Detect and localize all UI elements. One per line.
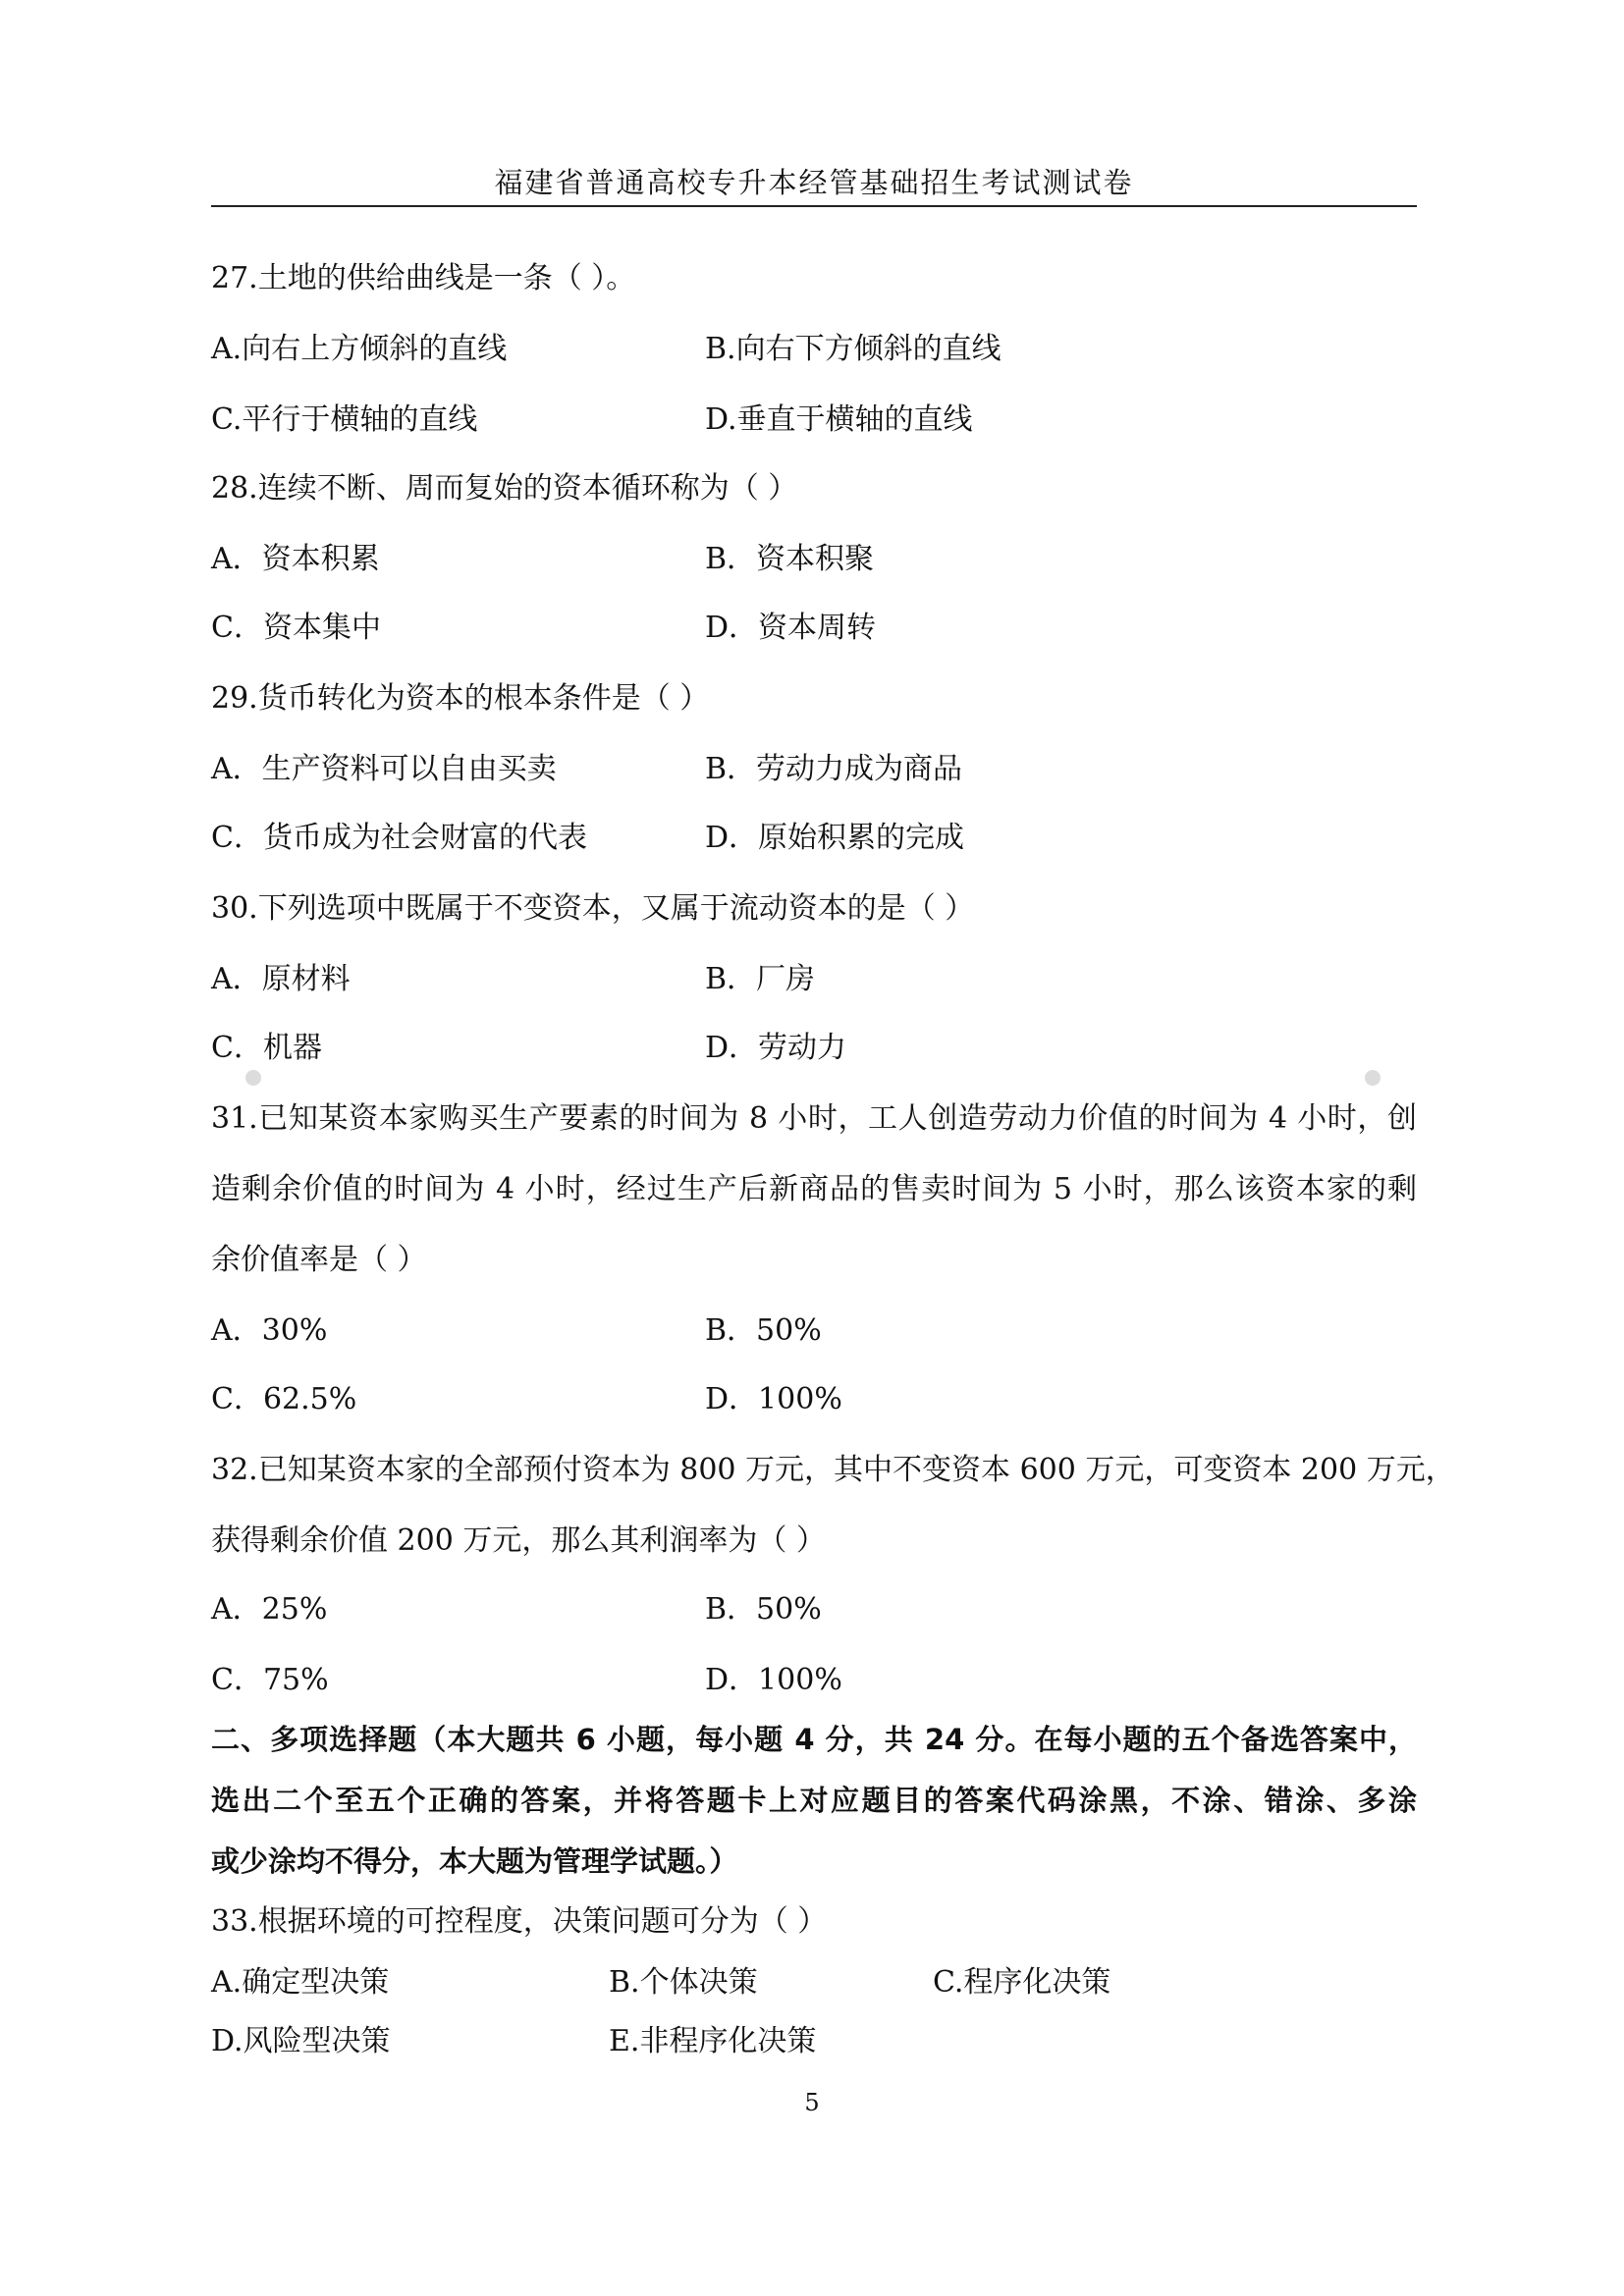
question-27-stem: 27.土地的供给曲线是一条（ ）。 [211, 261, 636, 295]
page-number: 5 [804, 2089, 820, 2116]
question-29-option-a: A．生产资料可以自由买卖 [211, 752, 557, 786]
question-30-option-c: C．机器 [211, 1031, 322, 1065]
question-28-option-d: D．资本周转 [705, 611, 877, 645]
question-28-option-c: C．资本集中 [211, 611, 381, 645]
scan-dot-right [1365, 1070, 1380, 1086]
section-2-heading-line-1: 二、多项选择题（本大题共 6 小题，每小题 4 分，共 24 分。在每小题的五个备选答案中， [211, 1723, 1417, 1756]
question-32-option-c: C．75% [211, 1663, 329, 1697]
question-30-option-d: D．劳动力 [705, 1031, 847, 1065]
question-31-stem-line-3: 余价值率是（ ） [211, 1243, 427, 1277]
question-31-option-a: A．30% [211, 1313, 328, 1348]
section-2-heading-line-3: 或少涂均不得分，本大题为管理学试题。） [211, 1844, 738, 1878]
question-31-stem-line-2: 造剩余价值的时间为 4 小时，经过生产后新商品的售卖时间为 5 小时，那么该资本家的剩 [211, 1172, 1417, 1206]
question-28-stem: 28.连续不断、周而复始的资本循环称为（ ） [211, 471, 798, 506]
question-32-option-b: B．50% [705, 1592, 822, 1627]
question-33-option-d: D.风险型决策 [211, 2024, 391, 2058]
question-27-option-a: A.向右上方倾斜的直线 [211, 332, 508, 366]
question-30-stem: 30.下列选项中既属于不变资本，又属于流动资本的是（ ） [211, 891, 975, 926]
question-33-option-c: C.程序化决策 [933, 1965, 1111, 2000]
question-28-option-b: B．资本积聚 [705, 542, 875, 576]
question-29-option-b: B．劳动力成为商品 [705, 752, 963, 786]
question-27-option-b: B.向右下方倾斜的直线 [705, 332, 1001, 366]
question-29-option-d: D．原始积累的完成 [705, 821, 965, 855]
question-29-option-c: C．货币成为社会财富的代表 [211, 821, 587, 855]
question-33-option-e: E.非程序化决策 [609, 2024, 817, 2058]
question-33-option-a: A.确定型决策 [211, 1965, 390, 2000]
header-rule [211, 205, 1417, 207]
question-27-option-d: D.垂直于横轴的直线 [705, 402, 973, 437]
question-33-option-b: B.个体决策 [609, 1965, 758, 2000]
section-2-heading-line-2: 选出二个至五个正确的答案，并将答题卡上对应题目的答案代码涂黑，不涂、错涂、多涂 [211, 1784, 1417, 1817]
question-30-option-a: A．原材料 [211, 962, 351, 996]
question-32-stem-line-1: 32.已知某资本家的全部预付资本为 800 万元，其中不变资本 600 万元，可变资本 200 万元， [211, 1453, 1455, 1487]
question-28-option-a: A．资本积累 [211, 542, 380, 576]
page-header-title: 福建省普通高校专升本经管基础招生考试测试卷 [494, 166, 1134, 199]
question-33-stem: 33.根据环境的可控程度，决策问题可分为（ ） [211, 1904, 828, 1939]
question-31-option-c: C．62.5% [211, 1382, 357, 1416]
question-31-option-d: D．100% [705, 1382, 842, 1416]
question-32-stem-line-2: 获得剩余价值 200 万元，那么其利润率为（ ） [211, 1523, 826, 1558]
question-31-option-b: B．50% [705, 1313, 822, 1348]
question-32-option-a: A．25% [211, 1592, 328, 1627]
question-30-option-b: B．厂房 [705, 962, 816, 996]
question-29-stem: 29.货币转化为资本的根本条件是（ ） [211, 681, 710, 716]
question-27-option-c: C.平行于横轴的直线 [211, 402, 478, 437]
question-31-stem-line-1: 31.已知某资本家购买生产要素的时间为 8 小时，工人创造劳动力价值的时间为 4 小时，创 [211, 1101, 1417, 1136]
scan-dot-left [245, 1070, 261, 1086]
question-32-option-d: D．100% [705, 1663, 842, 1697]
